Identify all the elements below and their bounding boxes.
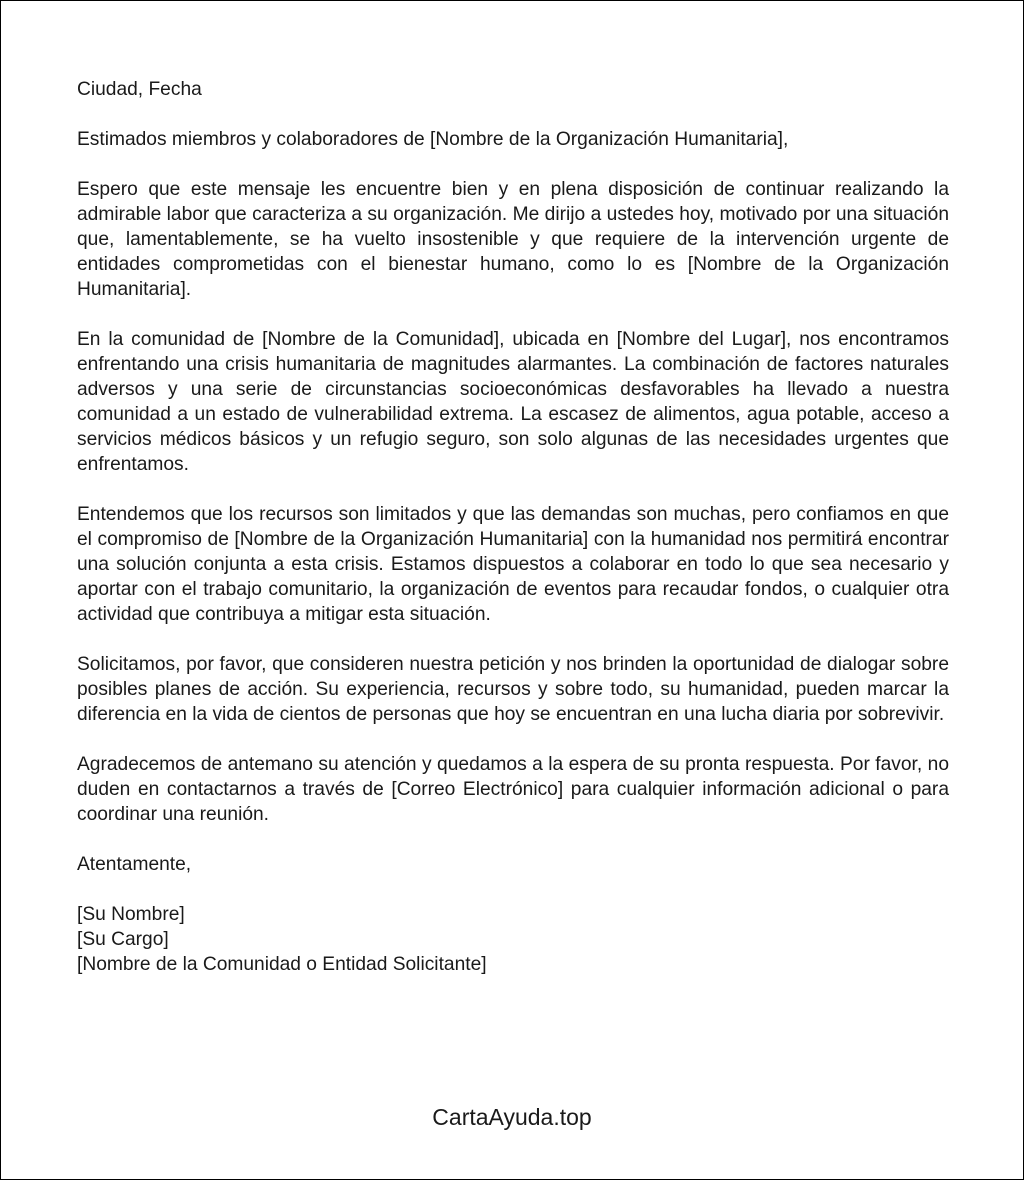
footer-site: CartaAyuda.top (432, 1104, 592, 1130)
signature-entity: [Nombre de la Comunidad o Entidad Solicitante] (77, 954, 487, 975)
paragraph-situation: En la comunidad de [Nombre de la Comunidad], ubicada en [Nombre del Lugar], nos encontramos enfrentando una crisis humanitaria de magnitudes alarmantes. La combinación de factores naturales adversos y una serie de circunstancias socioeconómicas desfavorables ha llevado a nuestra comunidad a un estado de vulnerabilidad extrema. La escasez de alimentos, agua potable, acceso a servicios médicos básicos y un refugio seguro, son solo algunas de las necesidades urgentes que enfrentamos. (77, 329, 949, 475)
signature-name: [Su Nombre] (77, 904, 185, 925)
place-date: Ciudad, Fecha (77, 79, 202, 100)
signature-title: [Su Cargo] (77, 929, 169, 950)
paragraph-intro: Espero que este mensaje les encuentre bien y en plena disposición de continuar realizando la admirable labor que caracteriza a su organización. Me dirijo a ustedes hoy, motivado por una situación que, lamentablemente, se ha vuelto insostenible y que requiere de la intervención urgente de entidades comprometidas con el bienestar humano, como lo es [Nombre de la Organización Humanitaria]. (77, 179, 949, 300)
paragraph-request: Solicitamos, por favor, que consideren nuestra petición y nos brinden la oportunidad de dialogar sobre posibles planes de acción. Su experiencia, recursos y sobre todo, su humanidad, pueden marcar la diferencia en la vida de cientos de personas que hoy se encuentran en una lucha diaria por sobrevivir. (77, 654, 949, 725)
paragraph-collaboration: Entendemos que los recursos son limitados y que las demandas son muchas, pero confiamos en que el compromiso de [Nombre de la Organización Humanitaria] con la humanidad nos permitirá encontrar una solución conjunta a esta crisis. Estamos dispuestos a colaborar en todo lo que sea necesario y aportar con el trabajo comunitario, la organización de eventos para recaudar fondos, o cualquier otra actividad que contribuya a mitigar esta situación. (77, 504, 949, 625)
closing: Atentamente, (77, 854, 192, 875)
paragraph-thanks: Agradecemos de antemano su atención y quedamos a la espera de su pronta respuesta. Por favor, no duden en contactarnos a través de [Correo Electrónico] para cualquier información adicional o para coordinar una reunión. (77, 754, 949, 825)
salutation: Estimados miembros y colaboradores de [Nombre de la Organización Humanitaria], (77, 129, 789, 150)
signature-block (77, 902, 949, 977)
letter-body (77, 77, 949, 1002)
